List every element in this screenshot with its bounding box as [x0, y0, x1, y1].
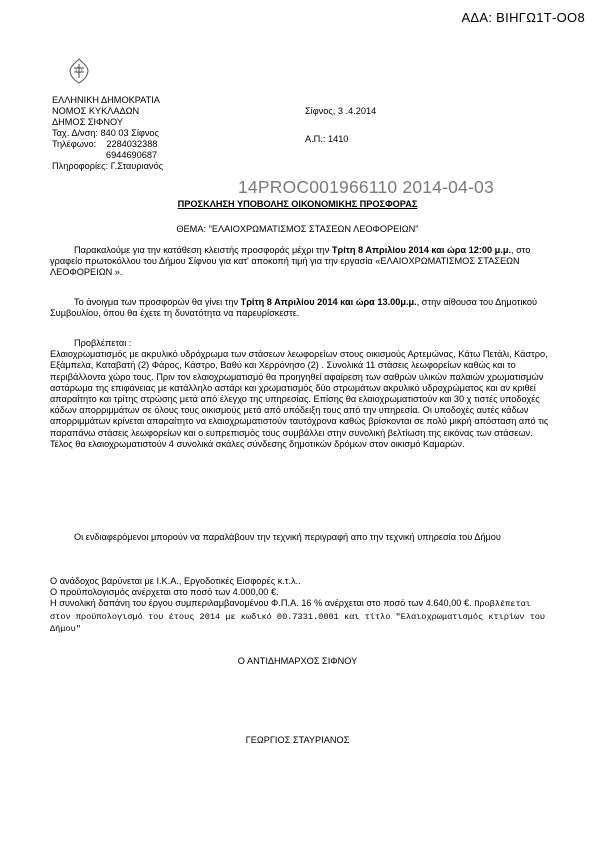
info-contact: Πληροφορίες: Γ.Σταυριανός [52, 161, 164, 171]
address: Ταχ. Δ/νση: 840 03 Σίφνος [52, 128, 159, 138]
paragraph-opening [50, 297, 550, 319]
signer-name: ΓΕΩΡΓΙΟΣ ΣΤΑΥΡΙΑΝΟΣ [245, 735, 350, 745]
header-line: ΝΟΜΟΣ ΚΥΚΛΑΔΩΝ [52, 106, 140, 116]
subject-line: ΘΕΜΑ: "ΕΛΑΙΟΧΡΩΜΑΤΙΣΜΟΣ ΣΤΑΣΕΩΝ ΛΕΟΦΟΡΕΙΩΝ" [176, 224, 419, 234]
header-line: ΕΛΛΗΝΙΚΗ ΔΗΜΟΚΡΑΤΙΑ [52, 95, 160, 105]
document-title: ΠΡΟΣΚΛΗΣΗ ΥΠΟΒΟΛΗΣ ΟΙΚΟΝΟΜΙΚΗΣ ΠΡΟΣΦΟΡΑΣ [177, 199, 418, 209]
signer-title: Ο ΑΝΤΙΔΗΜΑΡΧΟΣ ΣΙΦΝΟΥ [237, 656, 358, 666]
ada-code: ΑΔΑ: ΒΙΗΓΩ1Τ-ΟΟ8 [461, 10, 585, 25]
phone-label: Τηλέφωνο: [52, 139, 97, 149]
header-line: ΔΗΜΟΣ ΣΙΦΝΟΥ [52, 117, 123, 127]
text: Το άνοιγμα των προσφορών θα γίνει την [74, 297, 241, 307]
greek-emblem-icon [68, 58, 90, 84]
text: Παρακαλούμε για την κατάθεση κλειστής προσφοράς μέχρι την [74, 245, 332, 255]
text: , στην αίθουσα του Δημοτικού Συμβουλίου, όπου θα έχετε τη δυνατότητα να παρευρίσκεστε. [50, 297, 537, 319]
fin-line: Ο προϋπολογισμός ανέρχεται στο ποσό των 4.000,00 €. [50, 587, 279, 598]
paragraph-interested: Οι ενδιαφερόμενοι μπορούν να παραλάβουν την τεχνική περιγραφή απο την τεχνική υπηρεσία του Δήμου [74, 532, 501, 542]
protocol-number: Α.Π.: 1410 [305, 134, 349, 144]
budget-code-line: Προβλέπεται στον προϋπολογισμό του έτους 2014 με κωδικό 00.7331.0001 και τίτλο "Ελαιοχρωματισμός κτιρίων του Δήμου" [50, 599, 546, 634]
phone-row [52, 139, 163, 150]
phone-row [52, 150, 163, 161]
financial-terms [50, 576, 550, 635]
header-block [52, 95, 163, 172]
fin-line: Ο ανάδοχος βαρύνεται με Ι.Κ.Α., Εργοδοτικές Εισφορές κ.τ.λ.. [50, 576, 301, 586]
foreseen-label: Προβλέπεται : [74, 338, 132, 348]
opening-time: Τρίτη 8 Απριλίου 2014 και ώρα 13.00μ.μ. [240, 297, 417, 307]
paragraph-submission [50, 245, 550, 279]
text: , στο γραφείο πρωτοκόλλου του Δήμου Σίφνου για κατ' αποκοπή τιμή για την εργασία «ΕΛΑΙΟΧΡΩΜΑΤΙΣΜΟΣ ΣΤΑΣΕΩΝ ΛΕΟΦΟΡΕΙΩΝ ». [50, 245, 531, 278]
phone-number: 2284032388 [106, 139, 158, 149]
fin-line: Η συνολική δαπάνη του έργου συμπεριλαμβανομένου Φ.Π.Α. 16 % ανέρχεται στο ποσό των 4.640,00 €. [50, 598, 475, 609]
place-date: Σίφνος, 3 .4.2014 [305, 106, 377, 116]
work-description [50, 338, 550, 450]
phone-number: 6944690687 [106, 150, 158, 160]
deadline: Τρίτη 8 Απριλίου 2014 και ώρα 12:00 μ.μ. [331, 245, 512, 255]
body-text: Ελαιοχρωματισμός με ακρυλικό υδρόχρωμα των στάσεων λεωφορείων στους οικισμούς Αρτεμώνας, Κάτω Πετάλι, Κάστρο, Εξάμπελα, Καταβατή (2) Φάρος, Κάστρο, Βαθύ και Χερρόνησο (2) . Συνολικά 11 στάσεις λεωφορείων καθώς και το περιβάλλοντα χώρο τους. Πριν τον ελαιοχρωματισμό θα προηγηθεί αφαίρεση των σαθρών υλικών παλαιών χρωματισμών αστάρωμα της επιφάνειας με κατάλληλο αστάρι και χρωματισμός δύο στρωμάτων ακρυλικό υδροχρώματος και αν κριθεί απαραίτητο και τρίτης στρώσης μετά από έλεγχο της υπηρεσίας. Επίσης θα ελαιοχρωματιστούν και 30 χ τιστές υποδοχές κάδων απορριμμάτων σε όλους τους οικισμούς μετά από υπόδειξη τους από την υπηρεσία. Οι υποδοχές αυτές κάδων απορριμμάτων κρίνεται απαραίτητο να ελαιοχρωματιστούν ταυτόχρονα καθώς βρίσκονται σε πολύ μικρή απόσταση από τις παραπάνω στάσεις λεωφορείων και ο ευπρεπισμός τους συμβάλλει στην συνολική βελτίωση της εικόνας των στάσεων. [50, 349, 549, 438]
body-text: Τέλος θα ελαιοχρωματιστούν 4 συνολικά σκάλες σύνδεσης δημοτικών δρόμων στον οικισμό Καμαρών. [50, 438, 465, 449]
diavgeia-stamp: 14PROC001966110 2014-04-03 [238, 177, 494, 197]
